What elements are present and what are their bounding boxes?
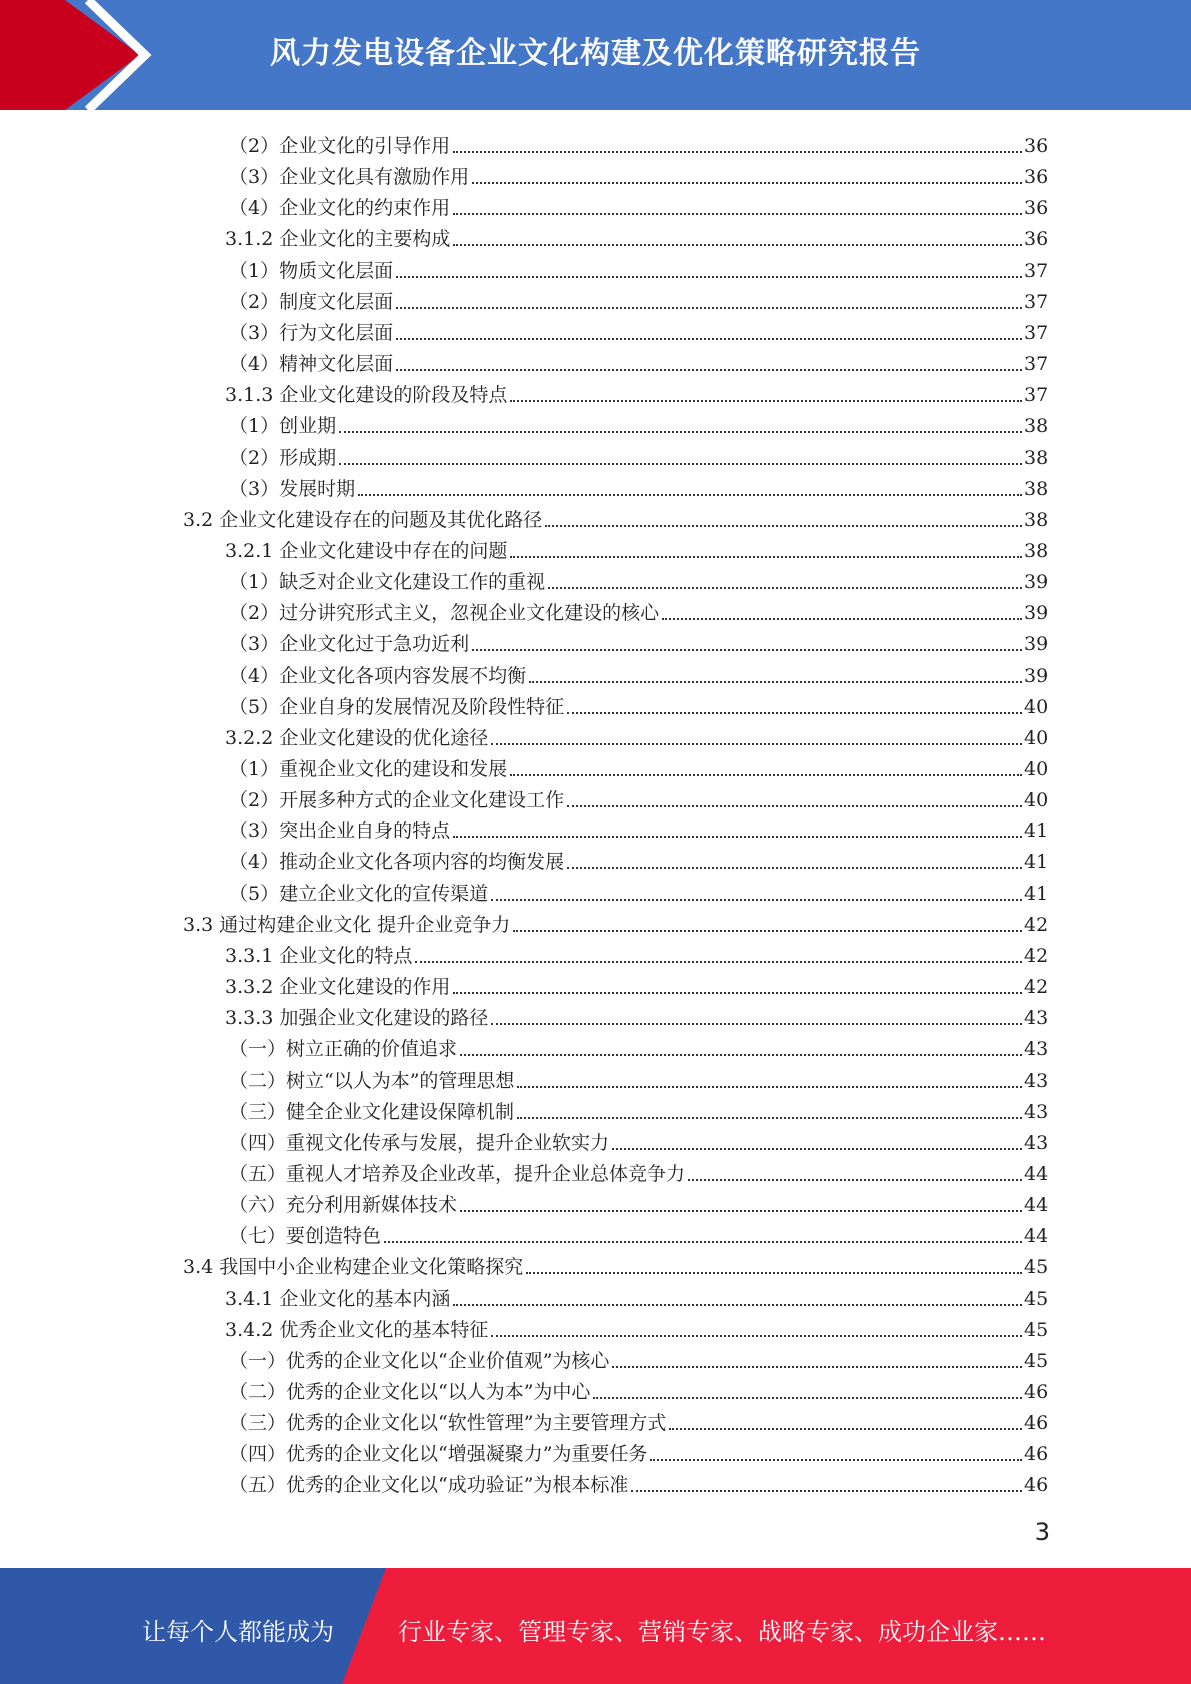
toc-entry-label: （4）精神文化层面 bbox=[229, 353, 394, 376]
toc-entry[interactable] bbox=[183, 1248, 1048, 1279]
toc-entry-label: 3.2.1 企业文化建设中存在的问题 bbox=[225, 539, 508, 562]
toc-entry-label: （四）重视文化传承与发展，提升企业软实力 bbox=[229, 1131, 610, 1154]
toc-entry-label: （三）优秀的企业文化以“软性管理”为主要管理方式 bbox=[229, 1412, 667, 1435]
toc-entry-label: （七）要创造特色 bbox=[229, 1225, 382, 1248]
toc-entry-page: 46 bbox=[1024, 1381, 1049, 1403]
toc-entry-page: 36 bbox=[1024, 228, 1049, 251]
toc-entry-label: 3.2 企业文化建设存在的问题及其优化路径 bbox=[183, 508, 543, 531]
footer-slogan-right: 行业专家、管理专家、营销专家、战略专家、成功企业家…… bbox=[398, 1618, 1046, 1646]
toc-dot-leader bbox=[396, 276, 1022, 278]
toc-dot-leader bbox=[688, 1179, 1022, 1181]
toc-dot-leader bbox=[453, 213, 1022, 215]
toc-entry-page: 40 bbox=[1024, 726, 1049, 749]
toc-entry-label: 3.3.2 企业文化建设的作用 bbox=[225, 976, 451, 999]
toc-dot-leader bbox=[612, 1148, 1022, 1150]
toc-entry[interactable] bbox=[183, 906, 1048, 937]
toc-entry[interactable] bbox=[229, 470, 1048, 501]
toc-entry-label: （二）优秀的企业文化以“以人为本”为中心 bbox=[229, 1381, 591, 1403]
toc-entry-page: 44 bbox=[1024, 1225, 1049, 1248]
toc-entry[interactable] bbox=[229, 189, 1048, 220]
toc-entry[interactable] bbox=[229, 1373, 1048, 1404]
toc-dot-leader bbox=[662, 618, 1022, 620]
toc-entry[interactable] bbox=[229, 1155, 1048, 1186]
toc-dot-leader bbox=[339, 463, 1022, 465]
toc-dot-leader bbox=[491, 1335, 1022, 1337]
toc-dot-leader bbox=[510, 400, 1022, 402]
toc-entry-label: 3.1.2 企业文化的主要构成 bbox=[225, 228, 451, 251]
toc-entry[interactable] bbox=[225, 719, 1048, 750]
toc-entry-page: 46 bbox=[1024, 1443, 1049, 1466]
toc-entry-page: 40 bbox=[1024, 695, 1049, 718]
toc-entry-page: 38 bbox=[1024, 477, 1049, 500]
toc-dot-leader bbox=[453, 244, 1022, 246]
toc-entry-label: 3.1.3 企业文化建设的阶段及特点 bbox=[225, 384, 508, 407]
toc-dot-leader bbox=[650, 1459, 1022, 1461]
toc-entry-page: 41 bbox=[1024, 820, 1049, 843]
toc-entry-label: （3）企业文化过于急功近利 bbox=[229, 633, 470, 656]
toc-entry-label: （3）发展时期 bbox=[229, 477, 356, 500]
toc-entry[interactable] bbox=[229, 1124, 1048, 1155]
toc-entry[interactable] bbox=[229, 1466, 1048, 1497]
toc-dot-leader bbox=[612, 1366, 1022, 1368]
toc-dot-leader bbox=[669, 1428, 1022, 1430]
toc-dot-leader bbox=[631, 1490, 1022, 1492]
toc-entry-page: 38 bbox=[1024, 539, 1049, 562]
toc-entry[interactable] bbox=[225, 532, 1048, 563]
toc-entry-page: 41 bbox=[1024, 882, 1049, 905]
toc-entry[interactable] bbox=[229, 812, 1048, 843]
toc-entry-label: （4）企业文化的约束作用 bbox=[229, 197, 451, 220]
toc-entry-page: 39 bbox=[1024, 664, 1049, 687]
toc-entry[interactable] bbox=[183, 501, 1048, 532]
toc-entry-label: （2）形成期 bbox=[229, 446, 337, 469]
toc-entry-page: 43 bbox=[1024, 1100, 1049, 1123]
toc-entry[interactable] bbox=[229, 1093, 1048, 1124]
toc-entry-page: 42 bbox=[1024, 913, 1049, 936]
toc-entry-page: 43 bbox=[1024, 1131, 1049, 1154]
toc-entry[interactable] bbox=[225, 968, 1048, 999]
toc-dot-leader bbox=[545, 525, 1022, 527]
toc-entry-label: （3）突出企业自身的特点 bbox=[229, 820, 451, 843]
toc-entry-page: 42 bbox=[1024, 944, 1049, 967]
toc-entry-page: 38 bbox=[1024, 415, 1049, 438]
toc-entry-label: （二）树立“以人为本”的管理思想 bbox=[229, 1069, 515, 1092]
toc-entry[interactable] bbox=[229, 1186, 1048, 1217]
toc-dot-leader bbox=[567, 712, 1022, 714]
toc-entry[interactable] bbox=[229, 594, 1048, 625]
toc-entry-page: 41 bbox=[1024, 851, 1049, 874]
toc-entry[interactable] bbox=[229, 781, 1048, 812]
toc-entry-page: 43 bbox=[1024, 1069, 1049, 1092]
toc-entry[interactable] bbox=[225, 1311, 1048, 1342]
toc-dot-leader bbox=[548, 587, 1022, 589]
toc-entry-page: 46 bbox=[1024, 1412, 1049, 1435]
toc-entry-page: 37 bbox=[1024, 290, 1049, 313]
toc-entry-page: 37 bbox=[1024, 353, 1049, 376]
toc-entry-page: 46 bbox=[1024, 1474, 1049, 1497]
toc-entry[interactable] bbox=[229, 1435, 1048, 1466]
toc-entry-label: 3.3.1 企业文化的特点 bbox=[225, 944, 413, 967]
toc-dot-leader bbox=[510, 774, 1022, 776]
toc-entry-page: 36 bbox=[1024, 197, 1049, 220]
toc-dot-leader bbox=[593, 1397, 1022, 1399]
toc-dot-leader bbox=[567, 805, 1022, 807]
toc-entry-page: 45 bbox=[1024, 1349, 1049, 1372]
toc-entry-label: （五）优秀的企业文化以“成功验证”为根本标准 bbox=[229, 1474, 629, 1497]
toc-entry-page: 36 bbox=[1024, 166, 1049, 189]
toc-dot-leader bbox=[472, 182, 1022, 184]
toc-entry-page: 39 bbox=[1024, 633, 1049, 656]
toc-entry-page: 45 bbox=[1024, 1256, 1049, 1279]
toc-dot-leader bbox=[396, 307, 1022, 309]
footer-slogan-left: 让每个人都能成为 bbox=[142, 1618, 334, 1646]
toc-entry-label: 3.4.2 优秀企业文化的基本特征 bbox=[225, 1318, 489, 1341]
toc-entry-label: （2）过分讲究形式主义，忽视企业文化建设的核心 bbox=[229, 602, 660, 625]
toc-entry[interactable] bbox=[229, 843, 1048, 874]
toc-dot-leader bbox=[358, 494, 1022, 496]
header-red-chevron bbox=[0, 0, 140, 110]
toc-dot-leader bbox=[453, 992, 1022, 994]
toc-dot-leader bbox=[396, 338, 1022, 340]
toc-entry[interactable] bbox=[229, 283, 1048, 314]
toc-entry[interactable] bbox=[225, 999, 1048, 1030]
toc-dot-leader bbox=[529, 681, 1022, 683]
toc-entry-page: 45 bbox=[1024, 1318, 1049, 1341]
toc-dot-leader bbox=[453, 836, 1022, 838]
toc-entry-label: 3.4.1 企业文化的基本内涵 bbox=[225, 1287, 451, 1310]
document-title: 风力发电设备企业文化构建及优化策略研究报告 bbox=[270, 36, 921, 71]
toc-dot-leader bbox=[472, 649, 1022, 651]
toc-entry[interactable] bbox=[225, 1280, 1048, 1311]
toc-entry-label: 3.2.2 企业文化建设的优化途径 bbox=[225, 726, 489, 749]
toc-entry[interactable] bbox=[225, 376, 1048, 407]
toc-entry-label: （五）重视人才培养及企业改革，提升企业总体竞争力 bbox=[229, 1162, 686, 1185]
toc-entry-label: （1）重视企业文化的建设和发展 bbox=[229, 758, 508, 780]
toc-entry-label: 3.4 我国中小企业构建企业文化策略探究 bbox=[183, 1256, 524, 1279]
toc-entry-label: （四）优秀的企业文化以“增强凝聚力”为重要任务 bbox=[229, 1443, 648, 1466]
toc-entry-label: （一）优秀的企业文化以“企业价值观”为核心 bbox=[229, 1349, 610, 1372]
toc-entry-page: 40 bbox=[1024, 789, 1049, 812]
toc-entry-page: 39 bbox=[1024, 602, 1049, 625]
toc-entry[interactable] bbox=[225, 220, 1048, 251]
toc-dot-leader bbox=[491, 1023, 1022, 1025]
toc-entry-label: （六）充分利用新媒体技术 bbox=[229, 1194, 458, 1217]
toc-dot-leader bbox=[384, 1241, 1022, 1243]
toc-dot-leader bbox=[513, 930, 1022, 932]
toc-entry[interactable] bbox=[229, 439, 1048, 470]
toc-entry[interactable] bbox=[229, 158, 1048, 189]
toc-entry-label: （2）开展多种方式的企业文化建设工作 bbox=[229, 789, 565, 812]
toc-entry-page: 45 bbox=[1024, 1287, 1049, 1310]
toc-entry-label: 3.3 通过构建企业文化 提升企业竞争力 bbox=[183, 913, 511, 936]
toc-dot-leader bbox=[415, 961, 1022, 963]
page-footer bbox=[0, 1568, 1191, 1684]
toc-entry[interactable] bbox=[229, 407, 1048, 438]
toc-dot-leader bbox=[526, 1272, 1022, 1274]
page-number: 3 bbox=[1034, 1518, 1050, 1546]
toc-entry[interactable] bbox=[229, 563, 1048, 594]
toc-dot-leader bbox=[453, 151, 1022, 153]
toc-entry[interactable] bbox=[229, 314, 1048, 345]
toc-dot-leader bbox=[567, 867, 1022, 869]
toc-entry-page: 37 bbox=[1024, 321, 1049, 344]
toc-entry[interactable] bbox=[229, 1342, 1048, 1373]
toc-entry-label: （2）制度文化层面 bbox=[229, 290, 394, 313]
toc-dot-leader bbox=[339, 431, 1022, 433]
toc-entry[interactable] bbox=[229, 657, 1048, 688]
toc-entry-label: （三）健全企业文化建设保障机制 bbox=[229, 1100, 515, 1123]
toc-entry[interactable] bbox=[229, 875, 1048, 906]
toc-entry[interactable] bbox=[229, 345, 1048, 376]
toc-entry-label: （4）企业文化各项内容发展不均衡 bbox=[229, 664, 527, 687]
toc-entry-label: （一）树立正确的价值追求 bbox=[229, 1038, 458, 1061]
toc-entry[interactable] bbox=[225, 937, 1048, 968]
toc-dot-leader bbox=[460, 1210, 1022, 1212]
toc-entry-label: （1）缺乏对企业文化建设工作的重视 bbox=[229, 571, 546, 594]
page-header bbox=[0, 0, 1191, 110]
toc-dot-leader bbox=[491, 743, 1022, 745]
toc-entry-page: 43 bbox=[1024, 1007, 1049, 1030]
toc-dot-leader bbox=[460, 1054, 1022, 1056]
toc-entry-page: 44 bbox=[1024, 1194, 1049, 1217]
toc-entry[interactable] bbox=[229, 688, 1048, 719]
toc-dot-leader bbox=[491, 899, 1022, 901]
toc-entry-page: 38 bbox=[1024, 446, 1049, 469]
toc-entry-label: （5）企业自身的发展情况及阶段性特征 bbox=[229, 695, 565, 718]
toc-dot-leader bbox=[517, 1117, 1022, 1119]
toc-entry-label: （5）建立企业文化的宣传渠道 bbox=[229, 882, 489, 905]
toc-entry-label: （1）创业期 bbox=[229, 415, 337, 438]
toc-entry[interactable] bbox=[229, 750, 1048, 781]
toc-entry-page: 44 bbox=[1024, 1162, 1049, 1185]
toc-entry-page: 43 bbox=[1024, 1038, 1049, 1061]
toc-entry[interactable] bbox=[229, 1404, 1048, 1435]
toc-entry-page: 36 bbox=[1024, 135, 1049, 157]
toc-entry[interactable] bbox=[229, 127, 1048, 158]
toc-dot-leader bbox=[396, 369, 1022, 371]
toc-entry-label: （4）推动企业文化各项内容的均衡发展 bbox=[229, 851, 565, 874]
toc-entry-label: 3.3.3 加强企业文化建设的路径 bbox=[225, 1007, 489, 1030]
toc-dot-leader bbox=[517, 1086, 1022, 1088]
toc-entry[interactable] bbox=[229, 252, 1048, 283]
toc-entry-label: （3）企业文化具有激励作用 bbox=[229, 166, 470, 189]
toc-entry-page: 37 bbox=[1024, 384, 1049, 407]
toc-dot-leader bbox=[510, 556, 1022, 558]
toc-entry-page: 37 bbox=[1024, 259, 1049, 282]
toc-entry-page: 39 bbox=[1024, 571, 1049, 594]
toc-entry-label: （2）企业文化的引导作用 bbox=[229, 135, 451, 157]
toc-entry-page: 42 bbox=[1024, 976, 1049, 999]
toc-entry[interactable] bbox=[229, 1217, 1048, 1248]
toc-entry[interactable] bbox=[229, 1062, 1048, 1093]
toc-entry-page: 40 bbox=[1024, 758, 1049, 780]
toc-entry[interactable] bbox=[229, 1030, 1048, 1061]
toc-entry-label: （3）行为文化层面 bbox=[229, 321, 394, 344]
toc-entry[interactable] bbox=[229, 625, 1048, 656]
toc-entry-page: 38 bbox=[1024, 508, 1049, 531]
toc-dot-leader bbox=[453, 1304, 1022, 1306]
toc-entry-label: （1）物质文化层面 bbox=[229, 259, 394, 282]
